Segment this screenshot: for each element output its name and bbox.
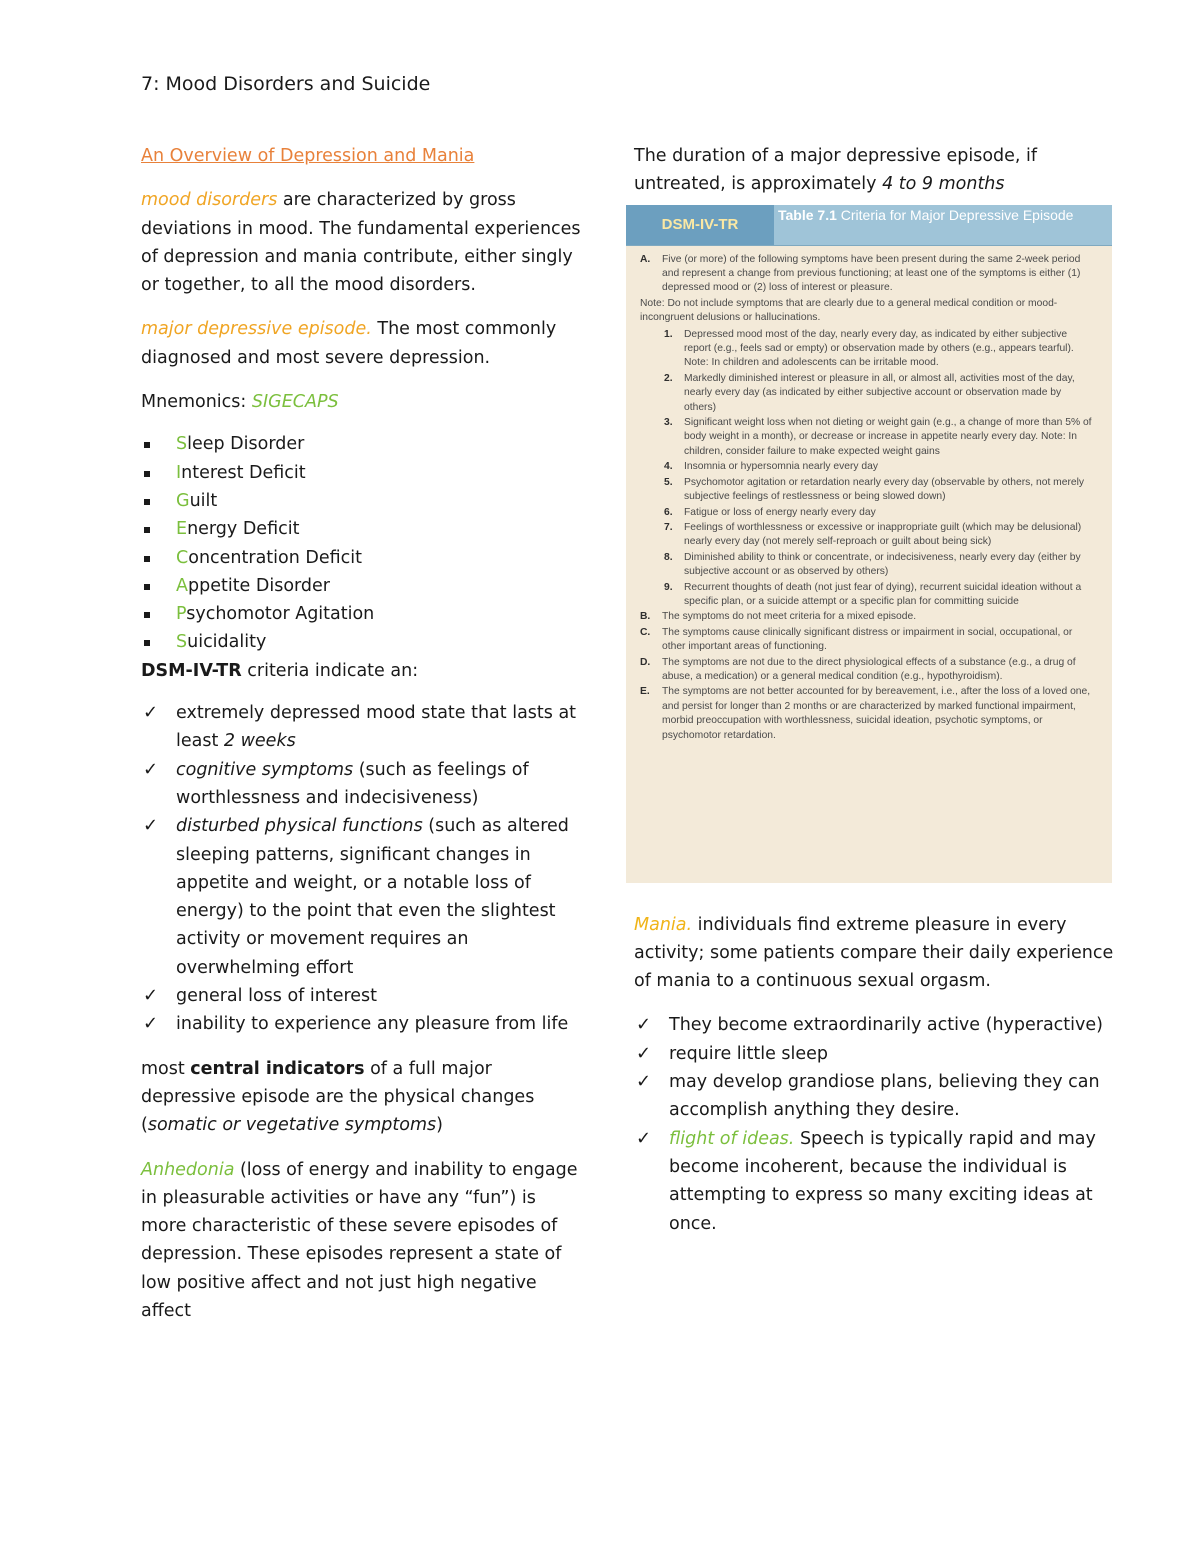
- item-rest: ppetite Disorder: [187, 575, 331, 596]
- sigecaps-list: [141, 430, 581, 656]
- item-number: 2.: [664, 372, 673, 384]
- list-item: [141, 699, 581, 756]
- mania-text: individuals find extreme pleasure in every activity; some patients compare their daily experience of mania to a continuous sexual orgasm.: [634, 914, 1114, 992]
- check-icon: ✓: [143, 815, 159, 837]
- check-icon: ✓: [143, 985, 159, 1007]
- heading-link[interactable]: An Overview of Depression and Mania: [141, 146, 475, 166]
- list-item: [141, 1010, 581, 1038]
- criterion-text: The symptoms cause clinically significant distress or impairment in social, occupational, or other important areas of functioning.: [662, 626, 1073, 653]
- check-icon: ✓: [636, 1127, 652, 1149]
- criteria-text: inability to experience any pleasure from life: [176, 1014, 569, 1035]
- anhedonia-paragraph: [141, 1156, 581, 1326]
- list-item: [634, 1068, 1114, 1125]
- dsm-intro-text: criteria indicate an:: [241, 660, 419, 681]
- mood-disorders-text: are characterized by gross deviations in mood. The fundamental experiences of depression and mania contribute, either singly or together, to all the mood disorders.: [141, 190, 581, 296]
- text-run: most: [141, 1058, 191, 1079]
- item-number: 7.: [664, 521, 673, 533]
- item-number: 4.: [664, 461, 673, 473]
- section-heading[interactable]: [141, 142, 581, 170]
- criteria-italic: cognitive symptoms: [176, 759, 354, 780]
- central-indicators-paragraph: [141, 1055, 581, 1140]
- flight-of-ideas-term: flight of ideas.: [669, 1128, 795, 1149]
- text-run: ): [436, 1115, 443, 1136]
- dsm-intro: [141, 657, 581, 685]
- table-row: [640, 521, 1094, 550]
- criterion-e: [640, 685, 1094, 743]
- list-item: [141, 756, 581, 813]
- criteria-text: (such as feelings of worthlessness and indecisiveness): [176, 759, 529, 808]
- mania-list: [634, 1011, 1114, 1237]
- item-text: Markedly diminished interest or pleasure in all, or almost all, activities most of the day, nearly every day (as indicated by either subjective account or observation made by others): [684, 372, 1075, 413]
- check-icon: ✓: [143, 702, 159, 724]
- mania-item-text: may develop grandiose plans, believing they can accomplish anything they desire.: [669, 1072, 1100, 1121]
- right-column: [634, 142, 1114, 1238]
- mania-paragraph: [634, 911, 1114, 996]
- page-header: 7: Mood Disorders and Suicide: [141, 73, 431, 95]
- list-item: [141, 982, 581, 1010]
- list-item: [634, 1011, 1114, 1039]
- left-column: [141, 142, 581, 1341]
- duration-paragraph: [634, 142, 1114, 199]
- central-bold: central indicators: [190, 1058, 365, 1079]
- criteria-italic: disturbed physical functions: [176, 816, 423, 837]
- mood-disorders-paragraph: [141, 186, 581, 299]
- criteria-text: (such as altered sleeping patterns, significant changes in appetite and weight, or a notable loss of energy) to the point that even the slightest activity or movement requires an overwhelming effort: [176, 816, 569, 978]
- criteria-list: [141, 699, 581, 1039]
- table-row: [640, 476, 1094, 505]
- item-text: Feelings of worthlessness or excessive or inappropriate guilt (which may be delusional) nearly every day (not merely self-reproach or guilt about being sick): [684, 521, 1082, 548]
- item-rest: nergy Deficit: [187, 519, 300, 540]
- initial-letter: A: [176, 575, 188, 596]
- criterion-label: D.: [640, 656, 651, 668]
- mnemonics-line: [141, 388, 581, 416]
- table-header: [626, 205, 1112, 246]
- table-row: [640, 328, 1094, 371]
- anhedonia-term: Anhedonia: [141, 1159, 235, 1180]
- list-item: [141, 544, 581, 572]
- criterion-c: [640, 626, 1094, 655]
- mood-disorders-term: mood disorders: [141, 190, 278, 211]
- criterion-text: The symptoms do not meet criteria for a mixed episode.: [662, 611, 917, 623]
- item-text: Insomnia or hypersomnia nearly every day: [684, 461, 879, 473]
- mde-paragraph: [141, 315, 581, 372]
- table-row: [640, 506, 1094, 520]
- item-rest: uicidality: [187, 632, 267, 653]
- item-text: Psychomotor agitation or retardation nearly every day (observable by others, not merely subjective feelings of restlessness or being slowed down): [684, 476, 1085, 503]
- item-number: 6.: [664, 506, 673, 518]
- list-item: [141, 430, 581, 458]
- criterion-b: [640, 610, 1094, 624]
- table-title-text: Criteria for Major Depressive Episode: [836, 206, 1074, 223]
- table-note: Note: Do not include symptoms that are clearly due to a general medical condition or mood-incongruent delusions or hallucinations.: [640, 297, 1058, 324]
- list-item: [141, 515, 581, 543]
- duration-italic: 4 to 9 months: [882, 174, 1005, 195]
- mania-item-text: require little sleep: [669, 1043, 829, 1064]
- dsm-intro-bold: DSM-IV-TR: [141, 660, 242, 681]
- mde-term: major depressive episode.: [141, 319, 372, 340]
- anhedonia-text: (loss of energy and inability to engage in pleasurable activities or have any “fun”) is more characteristic of these severe episodes of depression. These episodes represent a state of low positive affect and not just high negative affect: [141, 1159, 578, 1321]
- table-row: [640, 372, 1094, 415]
- table-row: [640, 416, 1094, 459]
- criterion-text: The symptoms are not due to the direct physiological effects of a substance (e.g., a drug of abuse, a medication) or a general medical condition (e.g., hypothyroidism).: [662, 656, 1076, 682]
- check-icon: ✓: [143, 758, 159, 780]
- item-text: Depressed mood most of the day, nearly every day, as indicated by either subjective report (e.g., feels sad or empty) or observation made by others (e.g., appears tearful). Note: In children and adolescents can be irritable mood.: [684, 328, 1074, 369]
- item-rest: sychomotor Agitation: [186, 604, 375, 625]
- table-title: [778, 207, 1073, 224]
- check-icon: ✓: [143, 1013, 159, 1035]
- central-italic: somatic or vegetative symptoms: [147, 1115, 437, 1136]
- item-number: 5.: [664, 476, 673, 488]
- item-text: Significant weight loss when not dieting or weight gain (e.g., a change of more than 5% of body weight in a month), or decrease or increase in appetite nearly every day. Note: In children, consider failure to make expected weight gains: [684, 417, 1092, 457]
- initial-letter: S: [176, 632, 188, 653]
- item-rest: nterest Deficit: [181, 462, 306, 483]
- criterion-label: C.: [640, 626, 651, 638]
- initial-letter: G: [176, 490, 190, 511]
- text-run: of a full major depressive episode are the physical changes (: [141, 1058, 535, 1136]
- criterion-label: B.: [640, 611, 651, 623]
- list-item: [634, 1040, 1114, 1068]
- list-item: [634, 1125, 1114, 1238]
- table-row: [640, 581, 1094, 610]
- table-body: [640, 253, 1094, 744]
- criterion-d: [640, 656, 1094, 685]
- item-text: Fatigue or loss of energy nearly every day: [684, 506, 876, 518]
- item-text: Recurrent thoughts of death (not just fear of dying), recurrent suicidal ideation without a specific plan, or a suicide attempt or a specific plan for committing suicide: [684, 581, 1082, 607]
- item-number: 9.: [664, 581, 673, 593]
- list-item: [141, 628, 581, 656]
- duration-text: The duration of a major depressive episode, if untreated, is approximately: [634, 146, 1038, 195]
- criteria-text: extremely depressed mood state that lasts at least: [176, 703, 577, 752]
- mania-term: Mania.: [634, 914, 693, 935]
- item-number: 3.: [664, 417, 673, 429]
- dsm-brand: DSM-IV-TR: [626, 205, 774, 245]
- initial-letter: E: [176, 519, 188, 540]
- item-text: Diminished ability to think or concentrate, or indecisiveness, nearly every day (either by subjective account or as observed by others): [684, 551, 1081, 578]
- item-rest: uilt: [189, 490, 218, 511]
- mde-text: The most commonly diagnosed and most severe depression.: [141, 319, 557, 368]
- criteria-text: general loss of interest: [176, 986, 378, 1007]
- criterion-a: [640, 253, 1094, 296]
- item-number: 8.: [664, 551, 673, 563]
- list-item: [141, 459, 581, 487]
- criterion-text: Five (or more) of the following symptoms have been present during the same 2-week period and represent a change from previous functioning; at least one of the symptoms is either (1) depressed mood or (2) loss of interest or pleasure.: [662, 253, 1081, 294]
- item-number: 1.: [664, 328, 673, 340]
- mnemonics-value: SIGECAPS: [251, 392, 339, 413]
- table-row: [640, 551, 1094, 580]
- check-icon: ✓: [636, 1042, 652, 1064]
- check-icon: ✓: [636, 1014, 652, 1036]
- list-item: [141, 572, 581, 600]
- criterion-label: A.: [640, 253, 651, 265]
- check-icon: ✓: [636, 1071, 652, 1093]
- dsm-criteria-table: [626, 205, 1112, 883]
- mania-item-text: Speech is typically rapid and may become incoherent, because the individual is attempting to express so many exciting ideas at once.: [669, 1128, 1096, 1234]
- list-item: [141, 600, 581, 628]
- list-item: [141, 812, 581, 982]
- criteria-italic: 2 weeks: [223, 731, 296, 752]
- initial-letter: I: [176, 462, 182, 483]
- criterion-text: The symptoms are not better accounted for by bereavement, i.e., after the loss of a loved one, and persist for longer than 2 months or are characterized by marked functional impairment, morbid preoccupation with worthlessness, suicidal ideation, psychotic symptoms, or psychomotor retardation.: [662, 686, 1091, 741]
- initial-letter: S: [176, 434, 188, 455]
- initial-letter: C: [176, 547, 189, 568]
- list-item: [141, 487, 581, 515]
- table-row: [640, 460, 1094, 474]
- mania-item-text: They become extraordinarily active (hyperactive): [669, 1015, 1103, 1036]
- table-label: Table 7.1: [778, 206, 837, 223]
- item-rest: leep Disorder: [187, 434, 305, 455]
- item-rest: oncentration Deficit: [188, 547, 362, 568]
- criterion-label: E.: [640, 686, 650, 698]
- mnemonics-label: Mnemonics:: [141, 392, 252, 413]
- initial-letter: P: [176, 604, 187, 625]
